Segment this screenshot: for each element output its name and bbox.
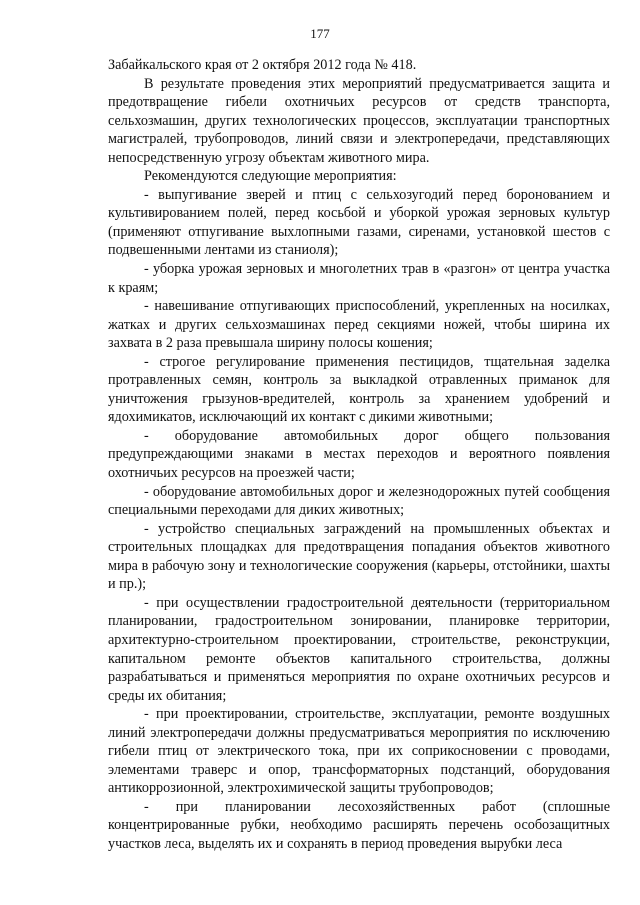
paragraph: - уборка урожая зерновых и многолетних трав в «разгон» от центра участка к краям; xyxy=(108,261,610,296)
paragraph: - при планировании лесохозяйственных работ (сплошные концентрированные рубки, необходимо расширять перечень особозащитных участков леса, выделять их и сохранять в период проведения вырубки леса xyxy=(108,798,610,852)
paragraph: Рекомендуются следующие мероприятия: xyxy=(144,168,397,185)
paragraph: - при проектировании, строительстве, эксплуатации, ремонте воздушных линий электропередачи должны предусматриваться мероприятия по исключению гибели птиц от электрического тока, при их соприкосновении с проводами, элементами траверс и опор, трансформаторных подстанций, оборудования антикоррозионной, электрохимической защиты трубопроводов; xyxy=(108,706,610,797)
paragraph: - оборудование автомобильных дорог и железнодорожных путей сообщения специальными переходами для диких животных; xyxy=(108,483,610,519)
paragraph: - выпугивание зверей и птиц с сельхозугодий перед боронованием и культивированием полей, перед косьбой и уборкой урожая зерновых культур (применяют отпугивание выхлопными газами, сиренами, установкой шестов с подвешенными лентами из станиоля); xyxy=(108,186,610,259)
paragraph: - оборудование автомобильных дорог общего пользования предупреждающими знаками в местах переходов и вероятного появления охотничьих ресурсов на проезжей части; xyxy=(108,427,610,482)
document-body xyxy=(108,56,610,854)
paragraph: - устройство специальных заграждений на промышленных объектах и строительных площадках для предотвращения попадания объектов животного мира в рабочую зону и технологические сооружения (карьеры, отстойники, шахты и пр.); xyxy=(108,520,610,593)
paragraph: - при осуществлении градостроительной деятельности (территориальном планировании, градостроительном зонировании, планировке территории, архитектурно-строительном проектировании, строительстве, реконструкции, капитальном ремонте объектов капитального строительства, должны разрабатываться и применяться мероприятия по охране охотничьих ресурсов и среды их обитания; xyxy=(108,594,610,704)
page-number: 177 xyxy=(310,26,330,41)
paragraph: - навешивание отпугивающих приспособлений, укрепленных на носилках, жатках и других сельхозмашинах перед секциями ножей, чтобы ширина их захвата в 2 раза превышала ширину полосы кошения; xyxy=(108,298,610,352)
paragraph: В результате проведения этих мероприятий предусматривается защита и предотвращение гибели охотничьих ресурсов от средств транспорта, сельхозмашин, других технологических процессов, эксплуатации транспортных магистралей, трубопроводов, линий связи и электропередачи, представляющих непосредственную угрозу объектам животного мира. xyxy=(108,75,610,166)
paragraph: - строгое регулирование применения пестицидов, тщательная заделка протравленных семян, контроль за выкладкой отравленных приманок для уничтожения грызунов-вредителей, контроль за хранением удобрений и ядохимикатов, исключающий их контакт с дикими животными; xyxy=(108,353,610,426)
paragraph: Забайкальского края от 2 октября 2012 года № 418. xyxy=(108,57,417,73)
